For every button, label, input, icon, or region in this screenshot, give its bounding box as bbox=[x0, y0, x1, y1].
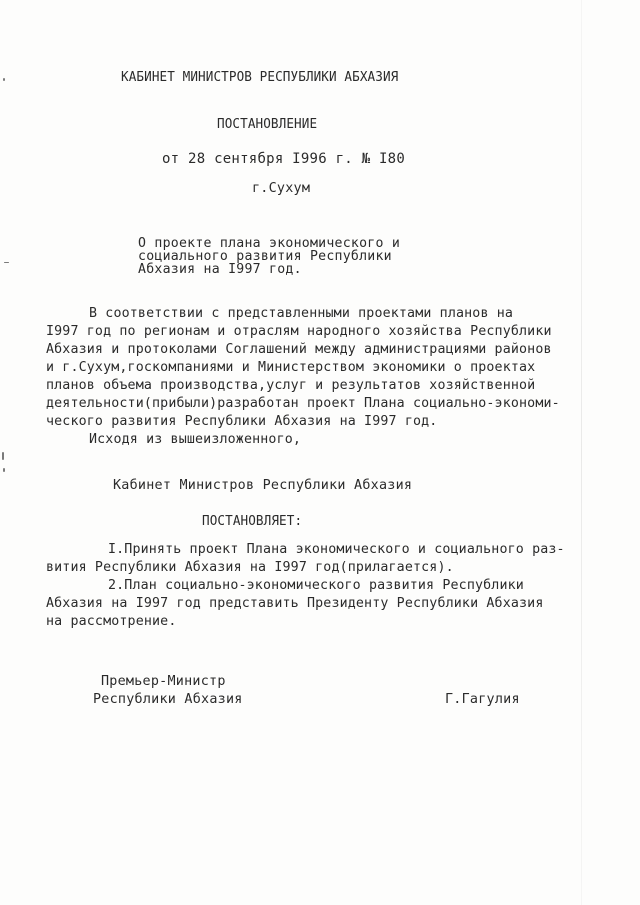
scan-speck bbox=[3, 78, 5, 81]
scan-speck bbox=[2, 452, 4, 460]
decree-word: ПОСТАНОВЛЯЕТ: bbox=[202, 513, 303, 529]
item-line: Абхазия на I997 год представить Президенту Республики Абхазия bbox=[46, 596, 544, 611]
doc-type: ПОСТАНОВЛЕНИЕ bbox=[217, 116, 318, 132]
signature-title: Республики Абхазия bbox=[93, 692, 243, 707]
body-line: и г.Сухум,госкомпаниями и Министерством экономики о проектах bbox=[46, 360, 536, 375]
item-line: I.Принять проект Плана экономического и социального раз- bbox=[108, 542, 565, 557]
body-line: Исходя из вышеизложенного, bbox=[89, 432, 302, 447]
subject-line: Абхазия на I997 год. bbox=[138, 262, 302, 277]
signature-title: Премьер-Министр bbox=[101, 674, 226, 689]
body-line: Абхазия и протоколами Соглашений между администрациями районов bbox=[46, 342, 552, 357]
item-line: 2.План социально-экономического развития Республики bbox=[108, 578, 524, 593]
item-line: вития Республики Абхазия на I997 год(прилагается). bbox=[46, 560, 454, 575]
cabinet-title: КАБИНЕТ МИНИСТРОВ РЕСПУБЛИКИ АБХАЗИЯ bbox=[121, 69, 399, 85]
subject-line: О проекте плана экономического и bbox=[138, 236, 401, 251]
body-line: ческого развития Республики Абхазия на I997 год. bbox=[46, 414, 438, 429]
scan-speck bbox=[4, 262, 9, 263]
body-line: планов объема производства,услуг и результатов хозяйственной bbox=[46, 378, 536, 393]
date-line: от 28 сентября I996 г. № I80 bbox=[162, 151, 406, 167]
signature-name: Г.Гагулия bbox=[445, 692, 520, 707]
place: г.Сухум bbox=[252, 181, 311, 196]
body-line: деятельности(прибыли)разработан проект Плана социально-экономи- bbox=[46, 396, 560, 411]
item-line: на рассмотрение. bbox=[46, 614, 177, 629]
scan-edge bbox=[581, 0, 582, 905]
scan-speck bbox=[3, 468, 5, 472]
subject-line: социального развития Республики bbox=[138, 249, 392, 264]
body-line: В соответствии с представленными проектами планов на bbox=[89, 306, 514, 321]
authority: Кабинет Министров Республики Абхазия bbox=[113, 478, 413, 493]
body-line: I997 год по регионам и отраслям народного хозяйства Республики bbox=[46, 324, 552, 339]
